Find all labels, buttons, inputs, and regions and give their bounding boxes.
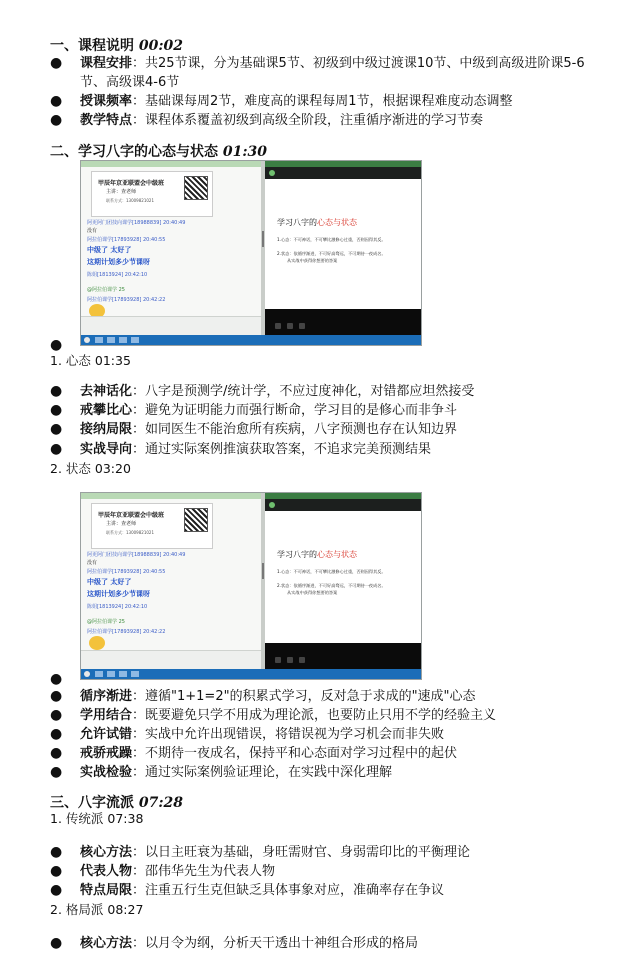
- chat-message: 陈姐[1813924] 20:42:10: [87, 604, 148, 610]
- bullet-text: ：通过实际案例推演获取答案，不追求完美预测结果: [132, 442, 432, 457]
- section-label: 三、八字流派: [50, 795, 134, 811]
- chat-message: 这期计划多少节课呀: [87, 258, 150, 266]
- card-title: 甲辰年京亚联盟会中级班: [98, 180, 165, 187]
- slide: [265, 511, 421, 643]
- live-stream-panel: [265, 161, 421, 335]
- bullet-icon: ●: [50, 882, 63, 898]
- bullet-icon: ●: [50, 112, 63, 128]
- bullet-key: 戒骄戒躁: [80, 746, 133, 761]
- card-host: 主讲：查老师: [106, 521, 137, 527]
- live-icon: [269, 170, 275, 176]
- bullet-item: [50, 725, 610, 744]
- chat-message: 阿拉伯课学[17893928] 20:42:22: [87, 297, 166, 303]
- qr-code-icon: [184, 508, 208, 532]
- bullet-icon: ●: [50, 764, 63, 780]
- subheading-state: 2. 状态 03:20: [50, 461, 131, 476]
- section-label: 一、课程说明: [50, 38, 134, 54]
- bullet-item: [50, 687, 610, 706]
- subheading-traditional: 1. 传统派 07:38: [50, 811, 144, 826]
- bullet-icon: ●: [50, 55, 63, 71]
- card-title: 甲辰年京亚联盟会中级班: [98, 512, 165, 519]
- live-icon: [269, 502, 275, 508]
- bullet-icon: ●: [50, 383, 63, 399]
- bullet-text: ：以月令为纲，分析天干透出十神组合形成的格局: [132, 936, 419, 951]
- start-icon[interactable]: [84, 337, 90, 343]
- live-stream-panel: [265, 493, 421, 669]
- bullet-text: ：既要避免只学不用成为理论派，也要防止只用不学的经验主义: [132, 708, 497, 723]
- slide-line: 从实战中获得你想要的答案: [287, 590, 338, 595]
- chat-message: @阿拉伯课学 25: [87, 619, 125, 625]
- chat-panel: [81, 493, 261, 669]
- bullet-text: ：如同医生不能治愈所有疾病，八字预测也存在认知边界: [132, 422, 458, 437]
- bullet-item: [50, 881, 610, 900]
- bullet-text: ：共25节课，分为基础课5节、初级到中级过渡课10节、中级到高级进阶课5-6节、高级课4-6节: [80, 56, 585, 90]
- bullet-icon: ●: [50, 707, 63, 723]
- teacher-card: [91, 171, 213, 217]
- chat-message: 中级了 太好了: [87, 246, 132, 254]
- lecture-screenshot: [80, 492, 422, 680]
- card-host: 主讲：查老师: [106, 189, 137, 195]
- subheading-pattern: 2. 格局派 08:27: [50, 902, 144, 917]
- bullet-text: ：基础课每周2节，难度高的课程每周1节，根据课程难度动态调整: [132, 94, 513, 109]
- bullet-key: 循序渐进: [80, 689, 133, 704]
- bullet-text: ：注重五行生克但缺乏具体事象对应，准确率存在争议: [132, 883, 445, 898]
- bullet-text: ：八字是预测学/统计学，不应过度神化，对错都应坦然接受: [132, 384, 475, 399]
- bullet-item: [50, 744, 610, 763]
- bullet-key: 授课频率: [80, 94, 133, 109]
- chat-message: @阿拉伯课学 25: [87, 287, 125, 293]
- chat-panel: [81, 161, 261, 335]
- bullet-key: 代表人物: [80, 864, 133, 879]
- slide-line: 2.状态：依循序渐进，不可好高骛远，不可期待一夜成名。: [277, 583, 386, 588]
- chat-message: 没有: [87, 560, 98, 566]
- bullet-item: [50, 54, 610, 92]
- slide-line: 1.心态：不可神话，不可攀比激修心过重，否则因得其反。: [277, 237, 386, 242]
- bullet-text: ：通过实际案例验证理论，在实践中深化理解: [132, 765, 393, 780]
- bullet-text: ：以日主旺衰为基础，身旺需财官、身弱需印比的平衡理论: [132, 845, 471, 860]
- bullet-key: 学用结合: [80, 708, 133, 723]
- bullet-item: [50, 862, 610, 881]
- bullet-key: 实战导向: [80, 442, 133, 457]
- bullet-key: 实战检验: [80, 765, 133, 780]
- card-contact: 联系方式：13009821021: [106, 198, 154, 203]
- emoji-icon: [89, 636, 105, 650]
- bullet-key: 去神话化: [80, 384, 133, 399]
- bullet-icon: ●: [50, 935, 63, 951]
- taskbar: [81, 335, 421, 345]
- bullet-item: [50, 763, 610, 782]
- chat-message: 阿拉伯课学[17893928] 20:40:55: [87, 569, 166, 575]
- bullet-key: 课程安排: [80, 56, 133, 71]
- bullet-text: ：避免为证明能力而强行断命，学习目的是修心而非争斗: [132, 403, 458, 418]
- bullet-text: ：遵循"1+1=2"的积累式学习，反对急于求成的"速成"心态: [132, 689, 476, 704]
- chat-message: 陈姐[1813924] 20:42:10: [87, 272, 148, 278]
- subheading-mindset: 1. 心态 01:35: [50, 353, 131, 368]
- bullet-key: 戒攀比心: [80, 403, 133, 418]
- section-label: 二、学习八字的心态与状态: [50, 144, 218, 160]
- bullet-item: [50, 111, 610, 130]
- bullet-item: [50, 401, 610, 420]
- bullet-icon: ●: [50, 402, 63, 418]
- chat-message: 这期计划多少节课呀: [87, 590, 150, 598]
- bullet-icon: ●: [50, 745, 63, 761]
- bullet-text: ：实战中允许出现错误，将错误视为学习机会而非失败: [132, 727, 445, 742]
- timestamp: 01:30: [222, 144, 268, 160]
- teacher-card: [91, 503, 213, 549]
- bullet-key: 允许试错: [80, 727, 133, 742]
- bullet-text: ：课程体系覆盖初级到高级全阶段，注重循序渐进的学习节奏: [132, 113, 484, 128]
- chat-message: 中级了 太好了: [87, 578, 132, 586]
- bullet-icon: ●: [50, 863, 63, 879]
- timestamp: 07:28: [138, 795, 184, 811]
- section-heading-course-intro: [50, 37, 183, 55]
- chat-message: 阿拉伯课学[17893928] 20:42:22: [87, 629, 166, 635]
- bullet-item: [50, 420, 610, 439]
- start-icon[interactable]: [84, 671, 90, 677]
- chat-message: 阿拉伯课学[17893928] 20:40:55: [87, 237, 166, 243]
- bullet-icon: ●: [50, 421, 63, 437]
- slide-title: 学习八字的心态与状态: [277, 550, 357, 559]
- chat-input-bar[interactable]: [81, 316, 261, 335]
- slide-line: 2.状态：依循序渐进，不可好高骛远，不可期待一夜成名。: [277, 251, 386, 256]
- chat-message: 阿更阿门团技向课学[18988839] 20:40:49: [87, 220, 186, 226]
- bullet-icon: ●: [50, 688, 63, 704]
- bullet-item: [50, 440, 610, 459]
- bullet-icon: ●: [50, 93, 63, 109]
- taskbar: [81, 669, 421, 679]
- bullet-key: 核心方法: [80, 936, 133, 951]
- chat-input-bar[interactable]: [81, 650, 261, 669]
- bullet-icon: ●: [50, 441, 63, 457]
- bullet-text: ：不期待一夜成名，保持平和心态面对学习过程中的起伏: [132, 746, 458, 761]
- bullet-icon: ●: [50, 726, 63, 742]
- chat-message: 阿更阿门团技向课学[18988839] 20:40:49: [87, 552, 186, 558]
- bullet-item: [50, 843, 610, 862]
- slide-line: 从实战中获得你想要的答案: [287, 258, 338, 263]
- bullet-key: 教学特点: [80, 113, 133, 128]
- bullet-item: [50, 934, 610, 953]
- card-contact: 联系方式：13009821021: [106, 530, 154, 535]
- bullet-icon: ●: [50, 844, 63, 860]
- qr-code-icon: [184, 176, 208, 200]
- bullet-icon: ●: [50, 671, 63, 687]
- bullet-item: [50, 382, 610, 401]
- slide-line: 1.心态：不可神话，不可攀比激修心过重，否则因得其反。: [277, 569, 386, 574]
- chat-message: 没有: [87, 228, 98, 234]
- slide-title: 学习八字的心态与状态: [277, 218, 357, 227]
- slide: [265, 179, 421, 309]
- timestamp: 00:02: [138, 38, 184, 54]
- bullet-item: [50, 92, 610, 111]
- bullet-text: ：邵伟华先生为代表人物: [132, 864, 276, 879]
- section-heading-mindset-state: [50, 143, 267, 161]
- bullet-key: 核心方法: [80, 845, 133, 860]
- bullet-key: 接纳局限: [80, 422, 133, 437]
- bullet-item: [50, 706, 610, 725]
- lecture-screenshot: [80, 160, 422, 346]
- bullet-key: 特点局限: [80, 883, 133, 898]
- bullet-icon: ●: [50, 337, 63, 353]
